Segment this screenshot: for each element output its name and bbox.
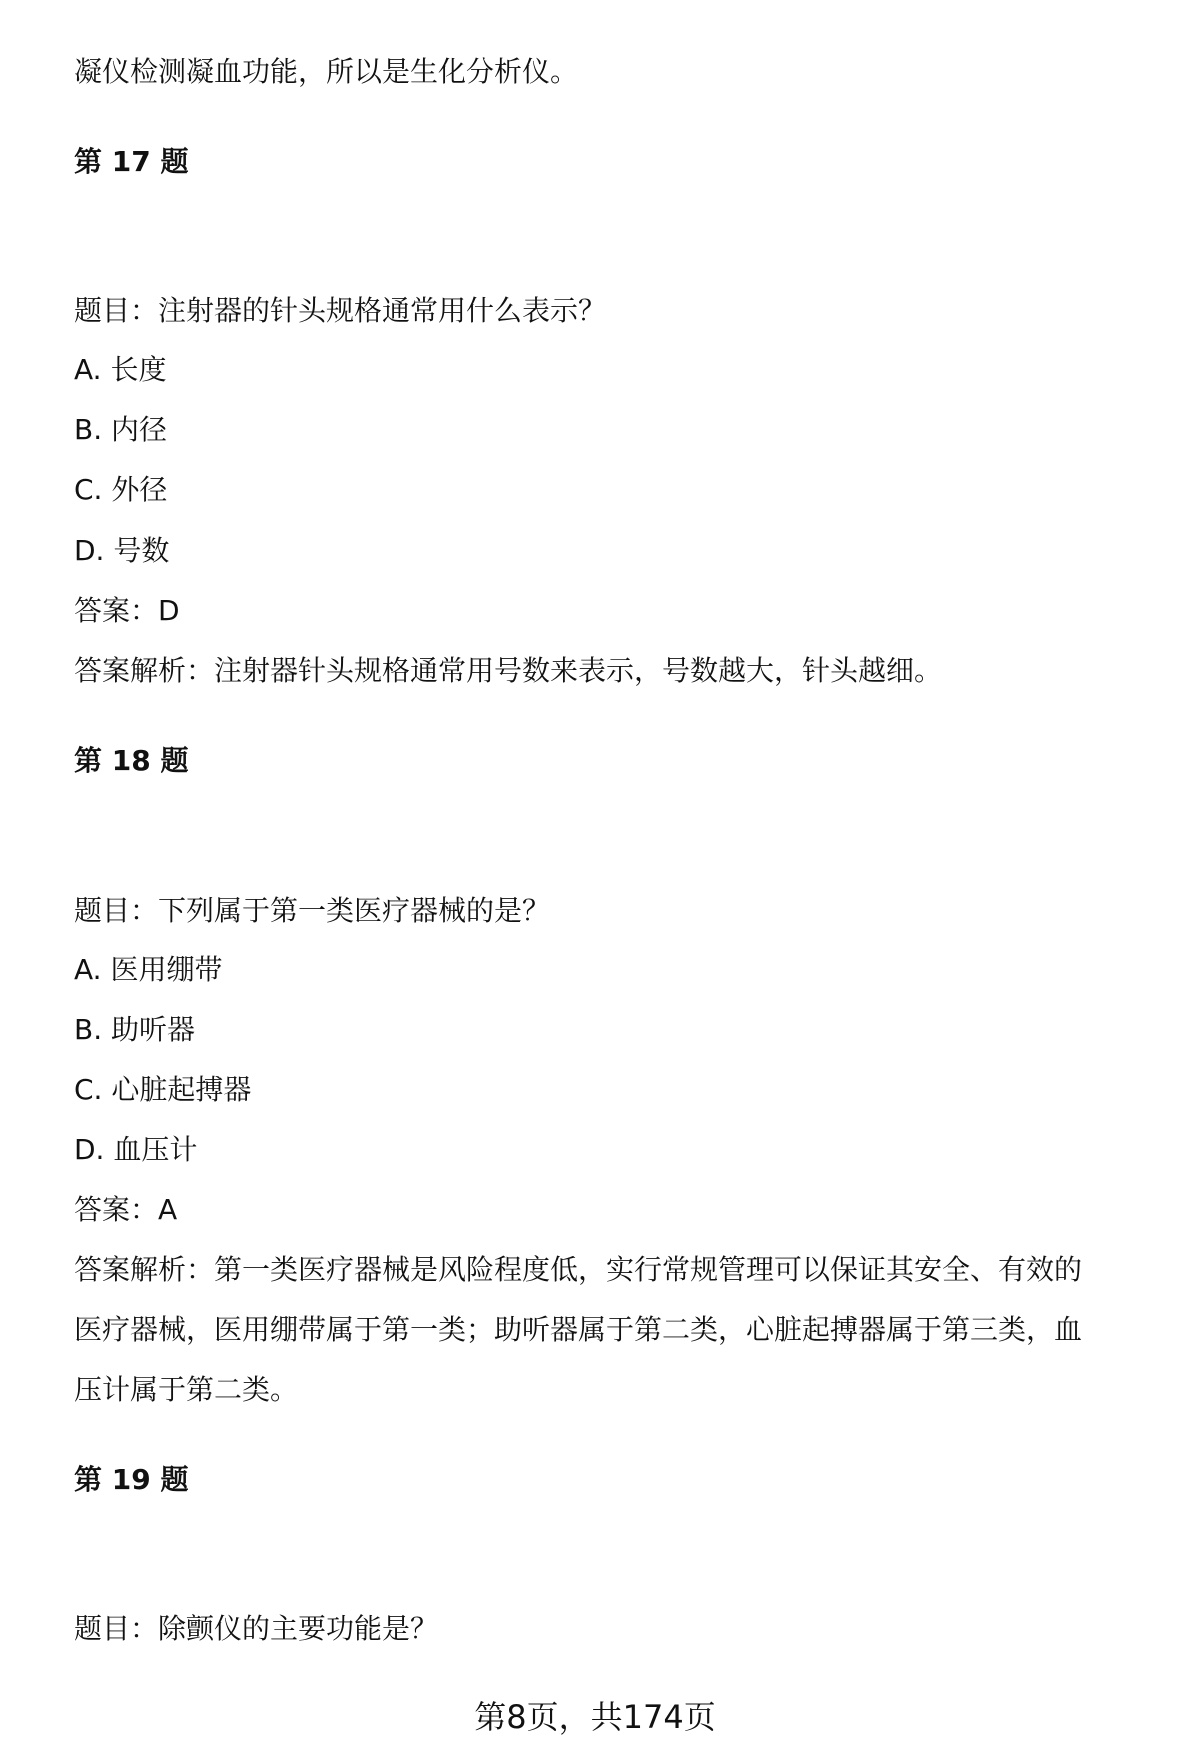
question-18-option-b: B. 助听器: [74, 1013, 196, 1046]
question-18-option-a: A. 医用绷带: [74, 953, 223, 986]
question-18-option-d: D. 血压计: [74, 1133, 198, 1166]
question-17-answer: 答案：D: [74, 594, 180, 627]
page-footer: 第8页，共174页: [474, 1698, 716, 1736]
intro-line: 凝仪检测凝血功能，所以是生化分析仪。: [74, 55, 579, 88]
question-17-stem: 题目：注射器的针头规格通常用什么表示？: [74, 294, 607, 327]
question-17-option-b: B. 内径: [74, 413, 168, 446]
question-18-heading: 第 18 题: [74, 744, 189, 777]
question-17-option-a: A. 长度: [74, 353, 167, 386]
question-18-analysis-line-1: 答案解析：第一类医疗器械是风险程度低，实行常规管理可以保证其安全、有效的: [74, 1253, 1083, 1286]
question-19-stem: 题目：除颤仪的主要功能是？: [74, 1612, 439, 1645]
question-18-answer: 答案：A: [74, 1193, 178, 1226]
question-17-option-d: D. 号数: [74, 534, 170, 567]
question-17-option-c: C. 外径: [74, 473, 168, 506]
question-18-analysis-line-3: 压计属于第二类。: [74, 1373, 299, 1406]
question-17-heading: 第 17 题: [74, 145, 189, 178]
question-18-stem: 题目：下列属于第一类医疗器械的是？: [74, 894, 551, 927]
question-19-heading: 第 19 题: [74, 1463, 189, 1496]
question-18-analysis-line-2: 医疗器械，医用绷带属于第一类；助听器属于第二类，心脏起搏器属于第三类，血: [74, 1313, 1083, 1346]
question-18-option-c: C. 心脏起搏器: [74, 1073, 252, 1106]
question-17-analysis: 答案解析：注射器针头规格通常用号数来表示，号数越大，针头越细。: [74, 654, 943, 687]
